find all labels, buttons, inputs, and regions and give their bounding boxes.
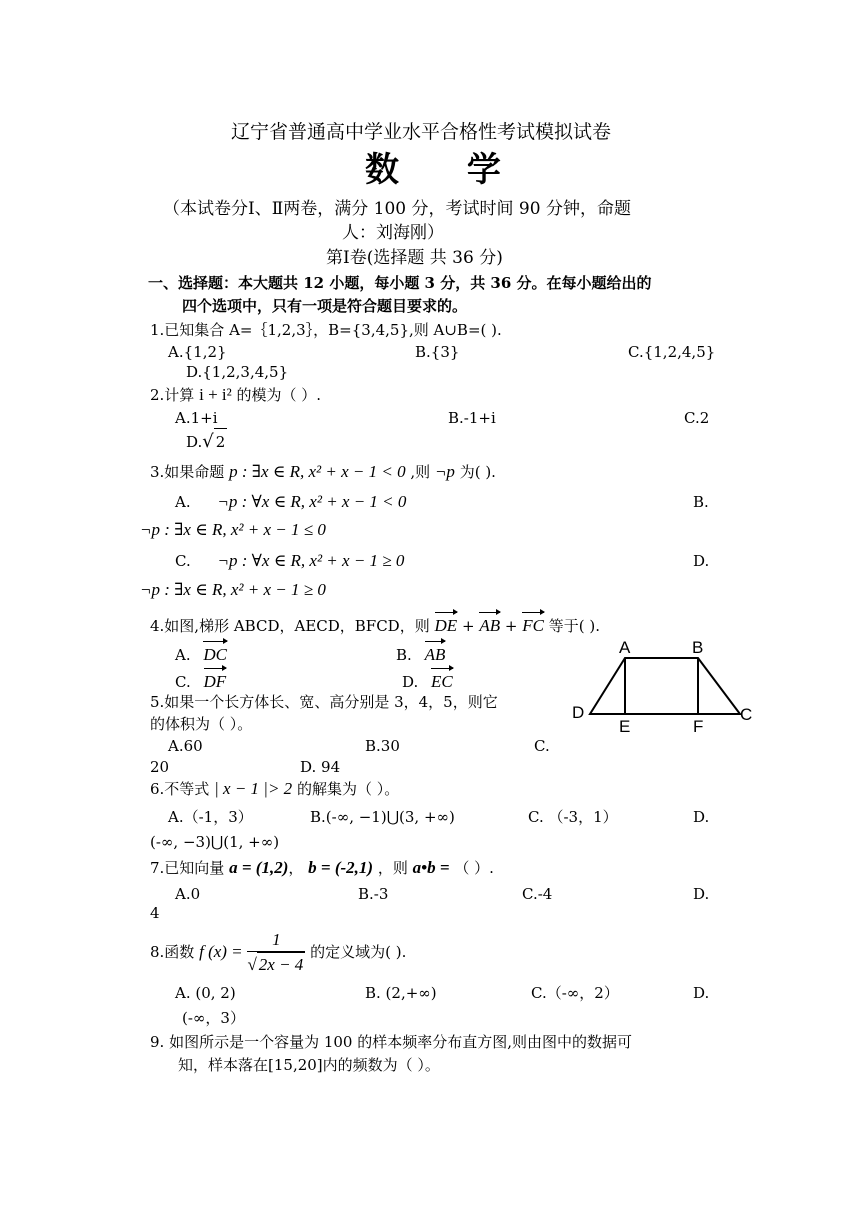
subject-title: 数 学 (365, 150, 529, 190)
q8-numerator: 1 (247, 929, 305, 952)
q5-option-d: D. 94 (300, 758, 341, 776)
q3-option-c-value: ¬p : ∀x ∈ R, x² + x − 1 ≥ 0 (217, 551, 405, 570)
q3-option-b-label: B. (693, 493, 709, 511)
q7-stem-prefix: 7.已知向量 (150, 859, 225, 877)
q4-vector-ab: AB (479, 610, 500, 638)
q2-expression: i + i² (199, 385, 232, 404)
q2-option-a: A.1+i (175, 409, 218, 427)
q9-stem-line1: 9. 如图所示是一个容量为 100 的样本频率分布直方图,则由图中的数据可 (150, 1033, 633, 1051)
q1-option-c: C.{1,2,4,5} (628, 343, 716, 361)
q3-option-d-value: ¬p : ∃x ∈ R, x² + x − 1 ≥ 0 (140, 580, 326, 599)
q3-option-b-value: ¬p : ∃x ∈ R, x² + x − 1 ≤ 0 (140, 520, 326, 539)
q3-stem-mid: ,则 (410, 463, 431, 481)
q8-stem-prefix: 8.函数 (150, 943, 195, 961)
q4-stem-prefix: 4.如图,梯形 ABCD，AECD，BFCD，则 (150, 617, 430, 635)
q2-option-d: D.√ 2 (186, 428, 227, 455)
section-instruction-line2: 四个选项中，只有一项是符合题目要求的。 (182, 297, 468, 315)
q4-option-c (175, 666, 226, 694)
figure-label-d: D (572, 703, 585, 722)
q4-plus-1: + (461, 617, 475, 635)
q9-stem-line2: 知，样本落在[15,20]内的频数为（ ）。 (178, 1056, 440, 1074)
q8-function-name: f (x) = (199, 942, 243, 961)
figure-label-c: C (740, 705, 753, 724)
q5-option-b: B.30 (365, 737, 400, 755)
q2-stem-suffix: 的模为（ ）. (236, 386, 322, 404)
q6-inequality: | x − 1 |> 2 (214, 779, 293, 798)
q3-proposition: p : ∃x ∈ R, x² + x − 1 < 0 (229, 462, 406, 481)
q8-fraction (247, 929, 305, 977)
exam-note-line1: （本试卷分Ⅰ、Ⅱ两卷，满分 100 分，考试时间 90 分钟，命题 (163, 199, 631, 219)
q3-stem (150, 460, 496, 484)
q8-radicand: 2x − 4 (257, 952, 306, 977)
q2-option-d-value: 2 (214, 428, 228, 455)
q3-option-c (175, 549, 404, 573)
q7-option-b: B.-3 (358, 885, 389, 903)
q4-option-b-label: B. (396, 646, 412, 664)
q6-option-a: A.（-1，3） (168, 808, 253, 826)
q6-option-b: B.(-∞, −1)⋃(3, +∞) (310, 808, 455, 826)
q4-option-b (396, 639, 445, 667)
q7-dot-product: a•b = (412, 858, 450, 877)
q4-option-c-vector: DF (204, 666, 227, 694)
q7-stem-suffix: （ ）. (454, 859, 494, 877)
q6-stem (150, 777, 399, 801)
q5-option-a: A.60 (168, 737, 203, 755)
q3-option-d-label: D. (693, 552, 710, 570)
q7-separator: ， (288, 859, 304, 877)
trapezoid-figure (568, 636, 758, 736)
q1-option-b: B.{3} (415, 343, 460, 361)
q2-stem (150, 385, 321, 405)
q3-stem-suffix: 为( ). (459, 463, 496, 481)
figure-label-f: F (693, 717, 704, 736)
q5-stem-line1: 5.如果一个长方体长、宽、高分别是 3，4，5，则它 (150, 693, 498, 711)
q7-option-c: C.-4 (522, 885, 553, 903)
q6-stem-prefix: 6.不等式 (150, 780, 210, 798)
q4-plus-2: + (504, 617, 518, 635)
q7-vector-b: b = (-2,1) (308, 858, 374, 877)
section-instruction-line1: 一、选择题：本大题共 12 小题，每小题 3 分，共 36 分。在每小题给出的 (148, 274, 652, 292)
q8-denominator: √ 2x − 4 (247, 952, 305, 977)
q5-option-c-label: C. (534, 737, 550, 755)
q6-option-c: C. （-3，1） (528, 808, 618, 826)
q2-option-b: B.-1+i (448, 409, 496, 427)
q7-stem-mid: ，则 (377, 859, 408, 877)
trapezoid-outline (590, 658, 740, 714)
q5-option-c-value: 20 (150, 758, 170, 776)
q4-option-a-label: A. (175, 646, 191, 664)
q4-option-a (175, 639, 227, 667)
q7-stem (150, 856, 494, 880)
q3-stem-prefix: 3.如果命题 (150, 463, 225, 481)
q1-option-d: D.{1,2,3,4,5} (186, 363, 289, 381)
q8-stem (150, 924, 406, 980)
q2-option-d-label: D. (186, 433, 203, 451)
q3-option-a (175, 490, 406, 514)
q4-option-d (402, 666, 453, 694)
part-one-heading: 第Ⅰ卷(选择题 共 36 分) (326, 248, 503, 268)
q7-option-d-value: 4 (150, 904, 160, 922)
q7-option-a: A.0 (175, 885, 201, 903)
q4-option-b-vector: AB (425, 639, 446, 667)
q4-option-c-label: C. (175, 673, 191, 691)
q4-stem-suffix: 等于( ). (548, 617, 600, 635)
q8-option-d-value: (-∞，3） (182, 1009, 245, 1027)
figure-label-e: E (619, 717, 631, 736)
q5-stem-line2: 的体积为（ ）。 (150, 715, 253, 733)
q8-option-d-label: D. (693, 984, 710, 1002)
q2-stem-prefix: 2.计算 (150, 386, 195, 404)
exam-title: 辽宁省普通高中学业水平合格性考试模拟试卷 (231, 121, 612, 143)
q8-option-b: B. (2,+∞) (365, 984, 437, 1002)
q4-option-d-label: D. (402, 673, 419, 691)
q4-vector-de: DE (435, 610, 458, 638)
figure-label-a: A (619, 638, 631, 657)
q7-vector-a: a = (1,2) (229, 858, 289, 877)
q7-option-d-label: D. (693, 885, 710, 903)
q3-option-a-value: ¬p : ∀x ∈ R, x² + x − 1 < 0 (217, 492, 407, 511)
q3-option-a-label: A. (175, 493, 191, 511)
q4-option-d-vector: EC (431, 666, 453, 694)
q2-option-c: C.2 (684, 409, 710, 427)
q8-stem-suffix: 的定义域为( ). (310, 943, 407, 961)
q8-option-a: A. (0, 2) (175, 984, 236, 1002)
q4-stem (150, 610, 600, 638)
q1-stem: 1.已知集合 A=｛1,2,3｝，B={3,4,5},则 A∪B=( ). (150, 321, 502, 339)
q6-stem-suffix: 的解集为（ ）。 (296, 780, 400, 798)
q4-option-a-vector: DC (203, 639, 227, 667)
exam-note-line2: 人：刘海刚） (342, 223, 444, 243)
figure-label-b: B (692, 638, 704, 657)
q1-option-a: A.{1,2} (168, 343, 227, 361)
q3-negation-symbol: ¬p (434, 462, 455, 481)
q8-option-c: C.（-∞，2） (531, 984, 619, 1002)
q6-option-d-label: D. (693, 808, 710, 826)
q6-option-d-value: (-∞, −3)⋃(1, +∞) (150, 833, 280, 851)
q4-vector-fc: FC (522, 610, 544, 638)
q3-option-c-label: C. (175, 552, 191, 570)
